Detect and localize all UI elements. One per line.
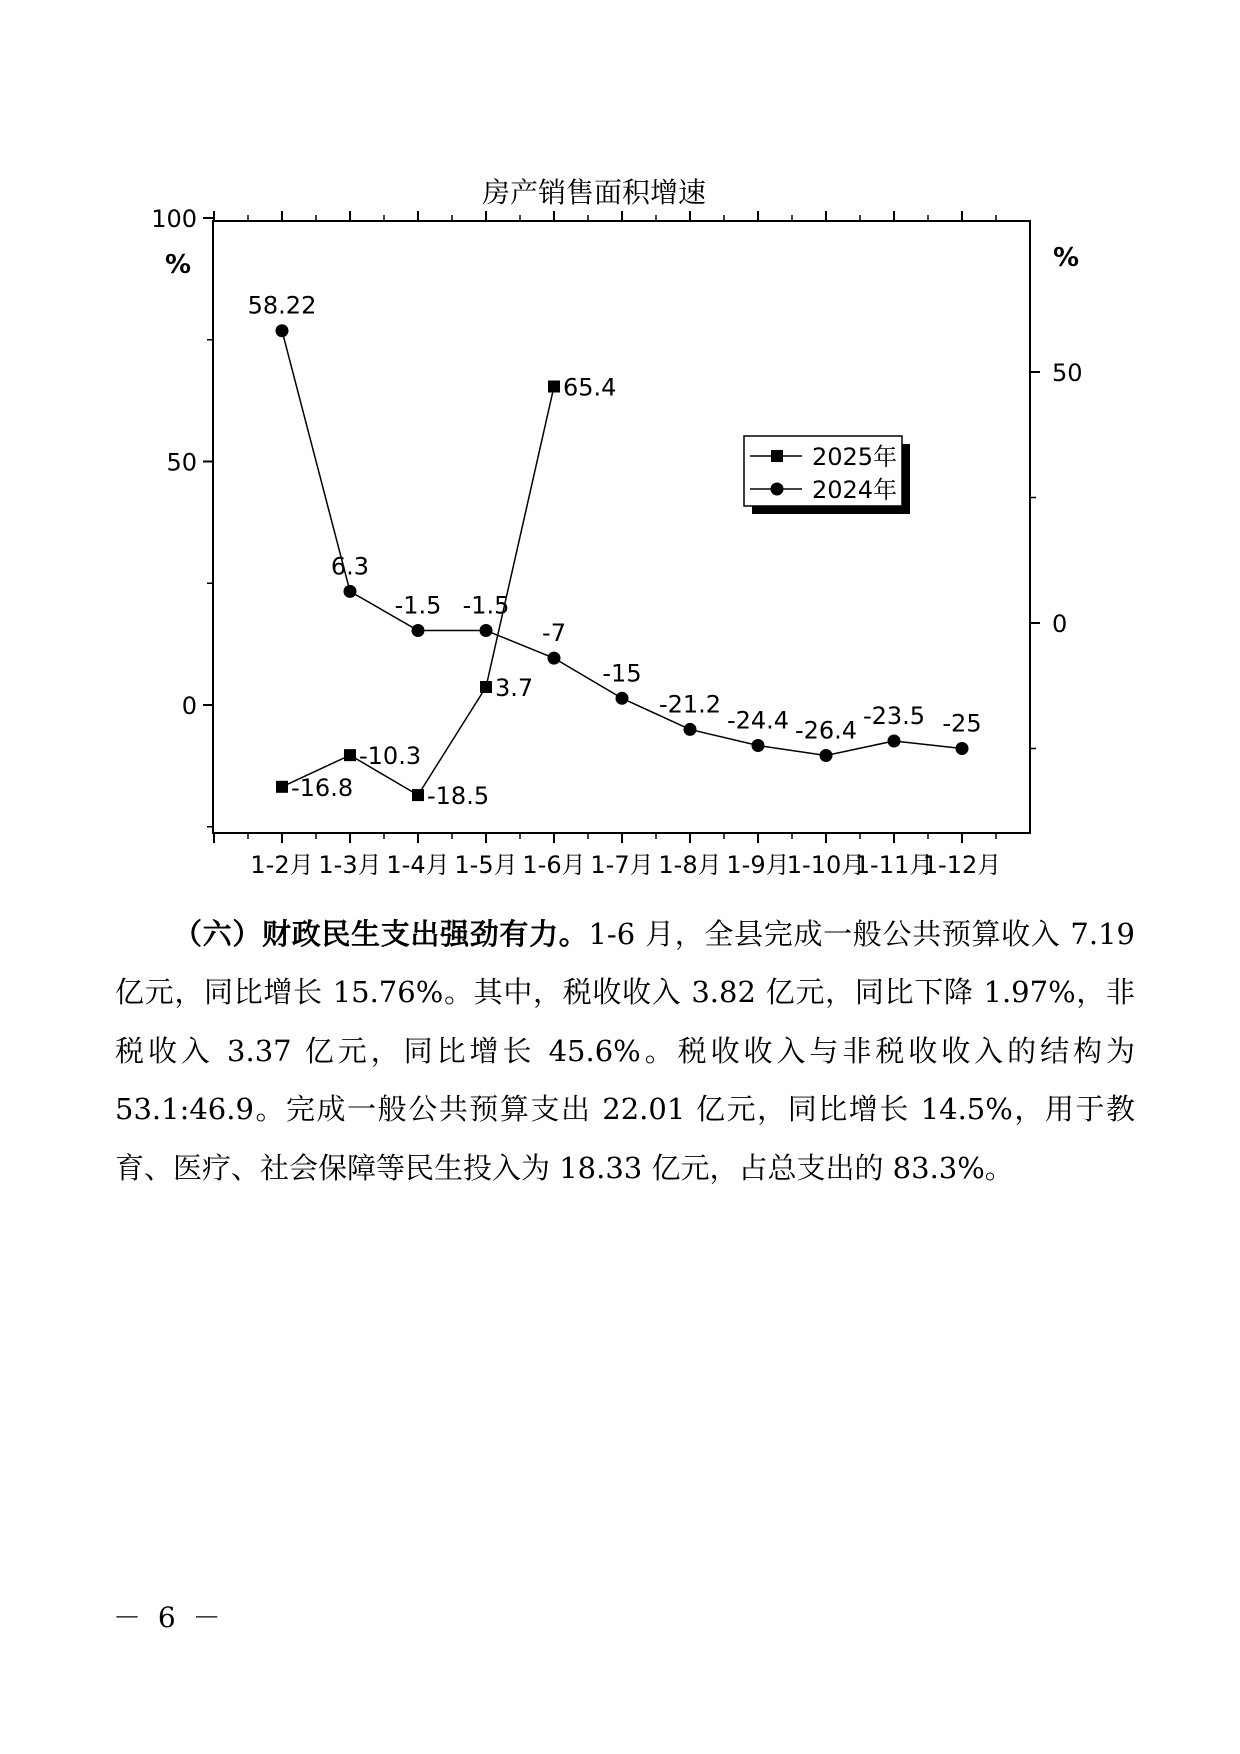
x-tick-label: 1-4月	[386, 851, 450, 879]
data-label: 6.3	[330, 552, 370, 581]
x-tick-label: 1-3月	[318, 851, 382, 879]
paragraph-lead: （六）财政民生支出强劲有力。	[173, 917, 589, 951]
data-label: -10.3	[359, 742, 422, 771]
data-label: -7	[542, 619, 566, 648]
data-point-circle	[820, 749, 833, 762]
data-point-circle	[344, 585, 357, 598]
paragraph-body: 1-6 月，全县完成一般公共预算收入 7.19 亿元，同比增长 15.76%。其中，税收收入 3.82 亿元，同比下降 1.97%，非税收入 3.37 亿元，同比增长 45.6%。税收收入与非税收收入的结构为 53.1:46.9。完成一般公共预算支出 22.01 亿元，同比增长 14.5%，用于教育、医疗、社会保障等民生投入为 18.33 亿元，占总支出的 83.3%。	[115, 917, 1135, 1185]
legend-marker-circle	[771, 483, 784, 496]
data-point-square	[548, 381, 560, 393]
x-tick-label: 1-11月	[854, 851, 934, 879]
data-point-circle	[412, 624, 425, 637]
data-point-circle	[548, 652, 561, 665]
data-label: -23.5	[862, 701, 926, 730]
data-label: -15	[602, 659, 642, 688]
data-point-square	[480, 681, 492, 693]
data-label: -21.2	[658, 690, 722, 719]
legend-label: 2025年	[812, 443, 898, 471]
legend	[744, 436, 910, 514]
data-point-square	[344, 749, 356, 761]
plot-frame	[213, 221, 1030, 833]
data-label: -1.5	[462, 591, 510, 620]
data-point-circle	[752, 739, 765, 752]
data-label: -18.5	[427, 782, 490, 811]
x-tick-label: 1-5月	[454, 851, 518, 879]
x-tick-label: 1-12月	[922, 851, 1002, 879]
finance-paragraph	[115, 905, 1135, 1197]
y-right-tick-label: 50	[1052, 359, 1083, 387]
x-tick-label: 1-10月	[786, 851, 866, 879]
series-2025年	[276, 374, 616, 811]
data-point-square	[276, 781, 288, 793]
page-number: － 6 －	[113, 1601, 225, 1634]
data-point-square	[412, 789, 424, 801]
series-layer	[248, 292, 982, 810]
data-point-circle	[888, 734, 901, 747]
data-point-circle	[276, 324, 289, 337]
x-tick-label: 1-6月	[522, 851, 586, 879]
data-label: -24.4	[726, 706, 790, 735]
plot-border	[213, 221, 1030, 833]
x-tick-label: 1-9月	[726, 851, 790, 879]
y-right-tick-label: 0	[1052, 610, 1068, 638]
data-label: -26.4	[794, 716, 858, 745]
x-tick-label: 1-7月	[590, 851, 654, 879]
data-label: 3.7	[495, 673, 534, 702]
y-left-tick-label: 50	[166, 448, 197, 477]
y-axis-label-left: %	[164, 250, 192, 280]
data-point-circle	[616, 692, 629, 705]
data-label: 58.22	[247, 291, 317, 320]
data-point-circle	[480, 624, 493, 637]
series-2024年	[248, 292, 982, 762]
legend-label: 2024年	[812, 476, 898, 504]
y-left-tick-label: 0	[181, 692, 197, 720]
data-label: -1.5	[394, 591, 442, 620]
y-left-tick-label: 100	[151, 205, 197, 233]
data-label: -25	[942, 709, 982, 738]
x-tick-label: 1-2月	[250, 851, 314, 879]
y-axis-label-right: %	[1052, 243, 1080, 273]
x-tick-label: 1-8月	[658, 851, 722, 879]
data-label: 65.4	[563, 373, 617, 402]
data-point-circle	[956, 742, 969, 755]
chart-title: 房产销售面积增速	[481, 176, 707, 209]
legend-marker-square	[771, 450, 783, 462]
data-point-circle	[684, 723, 697, 736]
data-label: -16.8	[291, 773, 354, 802]
